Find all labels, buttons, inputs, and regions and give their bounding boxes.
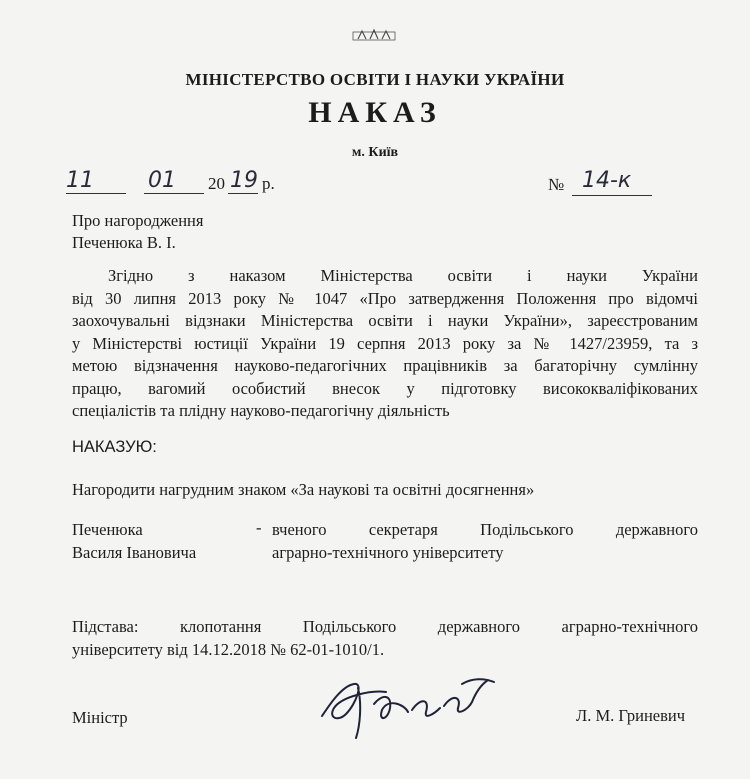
awardee-given-name: Василя Івановича (72, 543, 197, 562)
paragraph-line: заохочувальні відзнаки Міністерства освіти і науки України», зареєстрованим (72, 311, 698, 330)
date-day: 11 (66, 168, 94, 193)
paragraph-line: працю, вагомий особистий внесок у підготовку висококваліфікованих (72, 378, 698, 398)
date-month: 01 (148, 168, 176, 193)
order-directive: НАКАЗУЮ: (72, 438, 157, 456)
ministry-name: МІНІСТЕРСТВО ОСВІТИ І НАУКИ УКРАЇНИ (185, 70, 565, 89)
awardee-dash: - (256, 518, 262, 537)
awardee-name (72, 518, 196, 564)
order-subject (72, 210, 203, 254)
awardee-surname: Печенюка (72, 520, 143, 539)
date-day-underline (66, 193, 126, 194)
signer-name: Л. М. Гриневич (576, 706, 686, 725)
order-number: 14-к (582, 168, 632, 193)
paragraph-line: Згідно з наказом Міністерства освіти і науки України (108, 266, 698, 285)
date-year-underline (228, 193, 258, 194)
basis-line: Підстава: клопотання Подільського державного аграрно-технічного (72, 617, 698, 636)
paragraph-line: метою відзначення науково-педагогічних працівників за багаторічну сумлінну (72, 356, 698, 375)
position-line: аграрно-технічного університету (272, 543, 504, 562)
date-year-unit: р. (262, 174, 275, 193)
subject-line: Про нагородження (72, 211, 204, 230)
signer-title: Міністр (72, 708, 128, 727)
order-number-label: № (548, 175, 565, 194)
award-statement: Нагородити нагрудним знаком «За наукові та освітні досягнення» (72, 480, 535, 499)
paragraph-line: спеціалістів та плідну науково-педагогічну діяльність (72, 401, 450, 420)
order-number-underline (572, 195, 652, 196)
basis-line: університету від 14.12.2018 № 62-01-1010/1. (72, 639, 385, 659)
document-title: НАКАЗ (308, 96, 442, 129)
date-month-underline (144, 193, 204, 194)
basis-paragraph (72, 616, 698, 661)
paragraph-line: від 30 липня 2013 року № 1047 «Про затвердження Положення про відомчі (72, 288, 698, 308)
date-year-suffix: 19 (230, 168, 258, 193)
paragraph-line: у Міністерстві юстиції України 19 серпня 2013 року за № 1427/23959, та з (72, 333, 698, 353)
position-line: вченого секретаря Подільського державного (272, 520, 698, 539)
handwritten-signature-icon (312, 664, 512, 744)
city: м. Київ (351, 145, 399, 160)
order-date (66, 168, 306, 198)
emblem-icon (352, 28, 396, 42)
date-year-prefix: 20 (208, 174, 225, 193)
subject-line: Печенюка В. І. (72, 233, 176, 252)
awardee-position (272, 518, 698, 564)
preamble-paragraph (72, 265, 698, 423)
